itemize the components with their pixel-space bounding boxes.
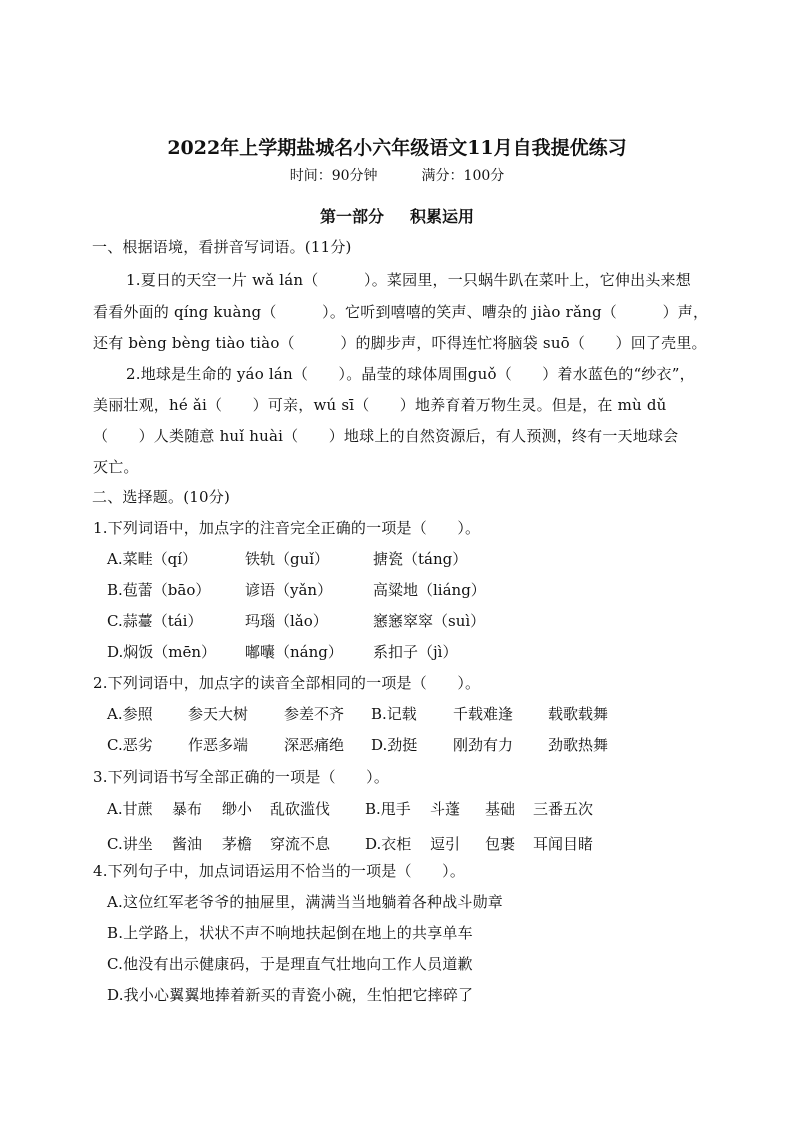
q1-item: 谚语（yǎn） — [245, 581, 333, 599]
q1-item: A.菜畦（qí） — [107, 550, 198, 568]
q3-item: 缈小 — [222, 800, 253, 818]
q4-option: C.他没有出示健康码，于是理直气壮地向工作人员道歉 — [107, 955, 473, 973]
q4-option: D.我小心翼翼地捧着新买的青瓷小碗，生怕把它摔碎了 — [107, 986, 474, 1004]
section1-line: 灭亡。 — [93, 458, 139, 476]
q3-item: A.甘蔗 — [107, 800, 153, 818]
q1-item: 搪瓷（táng） — [373, 550, 468, 568]
question-stem: 4.下列句子中，加点词语运用不恰当的一项是（ ）。 — [93, 862, 466, 880]
q3-item: 包裹 — [485, 835, 516, 853]
q3-item: C.讲坐 — [107, 835, 153, 853]
q2-item: 千载难逢 — [453, 705, 514, 723]
q3-item: 三番五次 — [533, 800, 594, 818]
q3-item: 暴布 — [172, 800, 203, 818]
q3-item: B.甩手 — [365, 800, 411, 818]
q3-item: 乱砍滥伐 — [270, 800, 331, 818]
exam-meta — [0, 166, 794, 186]
q2-item: 劲歌热舞 — [548, 736, 609, 754]
q2-item: 刚劲有力 — [453, 736, 514, 754]
q3-item: 穿流不息 — [270, 835, 331, 853]
section1-line: （ ）人类随意 huǐ huài（ ）地球上的自然资源后，有人预测，终有一天地球会 — [93, 427, 679, 445]
question-stem: 2.下列词语中，加点字的读音全部相同的一项是（ ）。 — [93, 674, 481, 692]
q2-item: A.参照 — [107, 705, 153, 723]
q2-item: B.记载 — [371, 705, 417, 723]
q1-item: 高粱地（liáng） — [373, 581, 486, 599]
q1-item: 铁轨（guǐ） — [245, 550, 330, 568]
q4-option: B.上学路上，状状不声不响地扶起倒在地上的共享单车 — [107, 924, 473, 942]
q1-item: D.焖饭（mēn） — [107, 643, 217, 661]
q2-item: 深恶痛绝 — [284, 736, 345, 754]
question-stem: 1.下列词语中，加点字的注音完全正确的一项是（ ）。 — [93, 519, 481, 537]
part-heading — [0, 206, 794, 228]
q2-item: 载歌载舞 — [548, 705, 609, 723]
q2-item: D.劲挺 — [371, 736, 418, 754]
q3-item: 茅檐 — [222, 835, 253, 853]
part-name: 积累运用 — [410, 207, 475, 226]
section1-heading: 一、根据语境，看拼音写词语。(11分) — [92, 238, 352, 256]
exam-score: 满分：100分 — [421, 168, 505, 184]
exam-title: 2022年上学期盐城名小六年级语文11月自我提优练习 — [167, 137, 627, 159]
section1-line: 2.地球是生命的 yáo lán（ ）。晶莹的球体周围guǒ（ ）着水蓝色的“纱衣”， — [126, 365, 695, 383]
section1-line: 1.夏日的天空一片 wǎ lán（ ）。菜园里，一只蜗牛趴在菜叶上，它伸出头来想 — [126, 271, 691, 289]
part-number: 第一部分 — [319, 207, 384, 226]
q1-item: 窸窸窣窣（suì） — [373, 612, 486, 630]
q1-item: B.苞蕾（bāo） — [107, 581, 211, 599]
q3-item: 逗引 — [430, 835, 461, 853]
section1-line: 美丽壮观，hé ǎi（ ）可亲，wú sī（ ）地养育着万物生灵。但是，在 mù dǔ — [93, 396, 667, 414]
q1-item: 系扣子（jì） — [373, 643, 458, 661]
q2-item: 作恶多端 — [188, 736, 249, 754]
q4-option: A.这位红军老爷爷的抽屉里，满满当当地躺着各种战斗勋章 — [107, 893, 504, 911]
question-stem: 3.下列词语书写全部正确的一项是（ ）。 — [93, 768, 390, 786]
q3-item: 酱油 — [172, 835, 203, 853]
q2-item: C.恶劣 — [107, 736, 153, 754]
q1-item: 玛瑙（lǎo） — [245, 612, 328, 630]
q3-item: 斗蓬 — [430, 800, 461, 818]
q2-item: 参差不齐 — [284, 705, 345, 723]
q3-item: 基础 — [485, 800, 516, 818]
q3-item: 耳闻目睹 — [533, 835, 594, 853]
exam-time: 时间：90分钟 — [289, 168, 378, 184]
q1-item: 嘟囔（náng） — [245, 643, 343, 661]
q2-item: 参天大树 — [188, 705, 249, 723]
q3-item: D.衣柜 — [365, 835, 412, 853]
q1-item: C.蒜薹（tái） — [107, 612, 203, 630]
section1-line: 还有 bèng bèng tiào tiào（ ）的脚步声，吓得连忙将脑袋 suō（ ）回了壳里。 — [93, 334, 707, 352]
section1-line: 看看外面的 qíng kuàng（ ）。它听到嘻嘻的笑声、嘈杂的 jiào rǎng（ ）声， — [93, 303, 709, 321]
section2-heading: 二、选择题。(10分) — [92, 488, 230, 506]
